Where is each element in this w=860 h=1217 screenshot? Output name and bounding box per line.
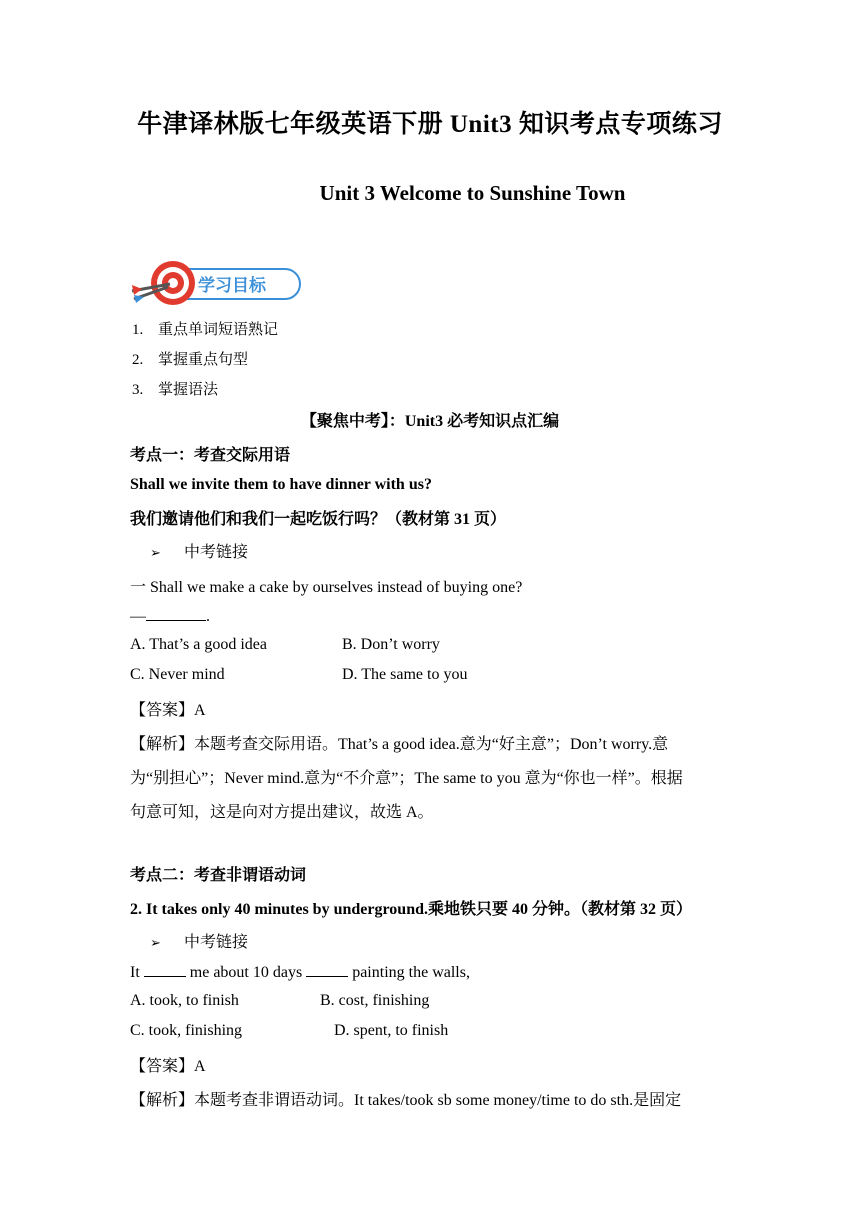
goal-number: 3.: [132, 382, 144, 398]
goal-text: 掌握语法: [158, 382, 219, 398]
arrow-bullet-icon: ➢: [150, 545, 161, 560]
point1-answer: 【答案】A: [130, 702, 206, 719]
exam-link-label: 中考链接: [184, 934, 249, 951]
document-subtitle: Unit 3 Welcome to Sunshine Town: [319, 181, 626, 205]
learning-goals-label: 学习目标: [198, 276, 266, 296]
point2-option-c: C. took, finishing: [130, 1022, 243, 1039]
point2-question: [130, 962, 470, 982]
period: .: [206, 608, 210, 625]
goal-number: 1.: [132, 322, 144, 338]
point1-heading: 考点一：考查交际用语: [130, 447, 291, 464]
point2-analysis-line: 【解析】本题考查非谓语动词。It takes/took sb some money/time to do sth.是固定: [130, 1092, 682, 1109]
arrow-bullet-icon: ➢: [150, 935, 161, 950]
point1-option-c: C. Never mind: [130, 666, 225, 683]
point2-answer: 【答案】A: [130, 1058, 206, 1075]
point1-option-b: B. Don’t worry: [342, 636, 440, 653]
focus-heading: 【聚焦中考】：Unit3 必考知识点汇编: [300, 413, 560, 430]
exam-link-label: 中考链接: [184, 544, 249, 561]
point1-analysis-line: 句意可知，这是向对方提出建议，故选 A。: [130, 804, 434, 821]
answer-blank: [306, 962, 348, 977]
point2-heading: 考点二：考查非谓语动词: [130, 867, 307, 884]
document-title: 牛津译林版七年级英语下册 Unit3 知识考点专项练习: [137, 111, 723, 138]
dash: —: [130, 608, 146, 625]
point1-exam-link: [150, 539, 248, 562]
point1-question: 一 Shall we make a cake by ourselves instead of buying one?: [130, 579, 523, 596]
point1-analysis-line: 【解析】本题考查交际用语。That’s a good idea.意为“好主意”；Don’t worry.意: [130, 736, 669, 753]
goal-text: 掌握重点句型: [158, 352, 249, 368]
point1-answer-line: [130, 606, 210, 626]
learning-goals-badge: [128, 255, 308, 307]
point2-sentence: 2. It takes only 40 minutes by underground.乘地铁只要 40 分钟。（教材第 32 页）: [130, 901, 692, 918]
question-text: It: [130, 964, 144, 981]
answer-blank: [144, 962, 186, 977]
point2-option-a: A. took, to finish: [130, 992, 239, 1009]
question-text: painting the walls,: [348, 964, 470, 981]
goal-item: [132, 348, 248, 369]
point1-option-d: D. The same to you: [342, 666, 468, 683]
point1-sentence-cn: 我们邀请他们和我们一起吃饭行吗？（教材第 31 页）: [130, 511, 507, 528]
answer-blank: [146, 606, 206, 621]
point1-option-a: A. That’s a good idea: [130, 636, 268, 653]
point1-sentence-en: Shall we invite them to have dinner with us?: [130, 476, 432, 493]
goal-number: 2.: [132, 352, 144, 368]
point2-option-b: B. cost, finishing: [320, 992, 430, 1009]
goal-text: 重点单词短语熟记: [158, 322, 279, 338]
goal-item: [132, 378, 218, 399]
question-text: me about 10 days: [185, 964, 307, 981]
point2-option-d: D. spent, to finish: [334, 1022, 449, 1039]
goal-item: [132, 318, 278, 339]
point1-analysis-line: 为“别担心”；Never mind.意为“不介意”；The same to you 意为“你也一样”。根据: [130, 770, 683, 787]
point2-exam-link: [150, 929, 248, 952]
